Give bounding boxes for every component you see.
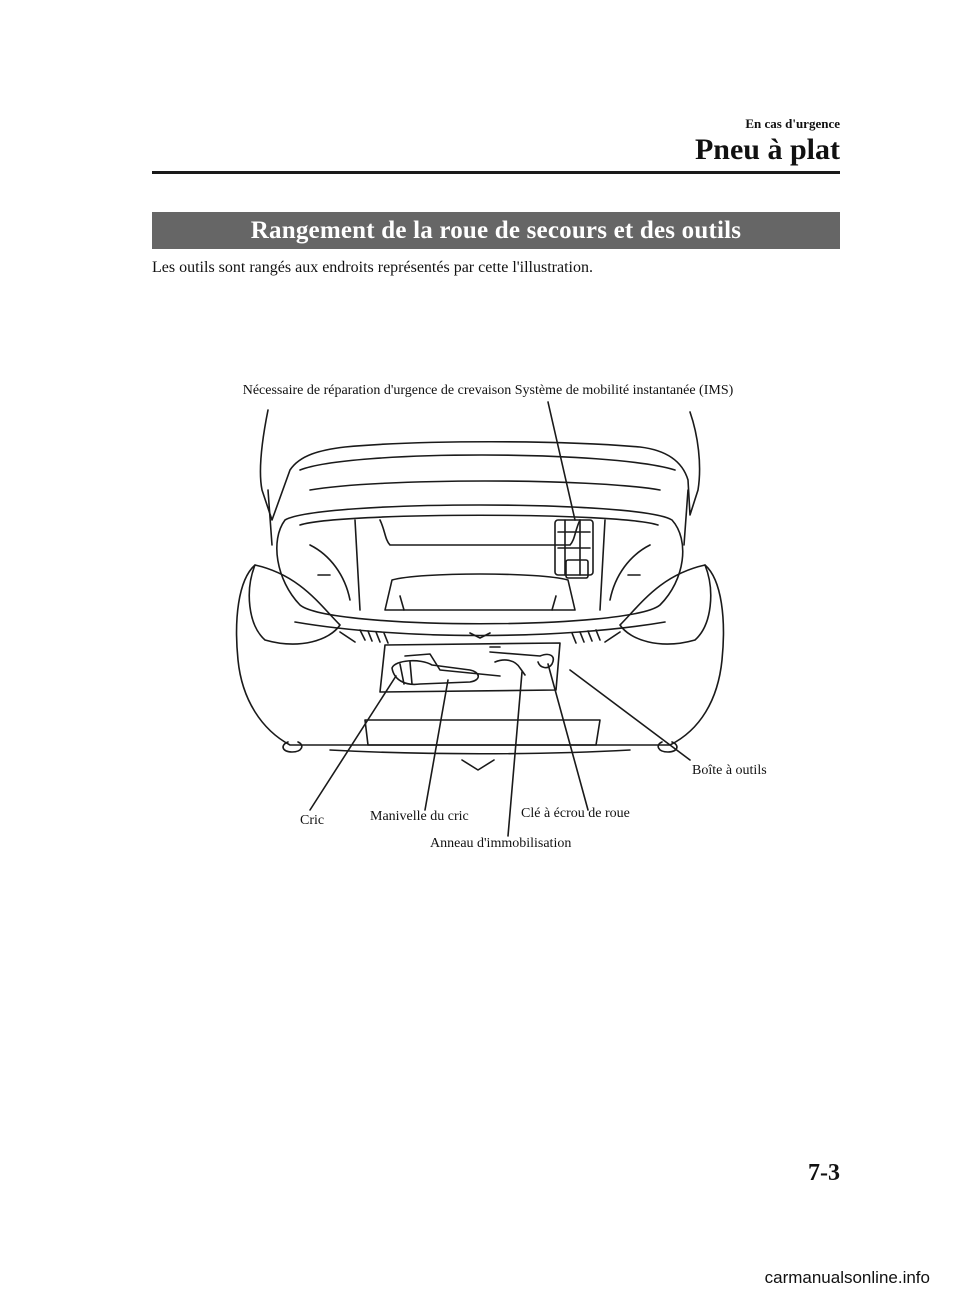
rear-body xyxy=(237,565,724,745)
tool-tray xyxy=(380,643,560,692)
section-banner: Rangement de la roue de secours et des outils xyxy=(152,212,840,249)
tow-hook xyxy=(495,660,525,675)
leader-ims xyxy=(548,402,575,520)
tail-light-left xyxy=(249,565,340,644)
leader-tool-box xyxy=(570,670,690,760)
watermark-text: carmanualsonline.info xyxy=(764,1268,930,1287)
trunk-opening xyxy=(277,505,683,624)
leader-lug-wrench xyxy=(548,664,588,810)
label-lug-wrench: Clé à écrou de roue xyxy=(521,806,630,821)
leader-jack xyxy=(310,676,396,810)
label-tool-box: Boîte à outils xyxy=(692,763,767,778)
trunk-lid xyxy=(260,410,699,520)
chapter-title: En cas d'urgence xyxy=(745,116,840,131)
intro-text: Les outils sont rangés aux endroits représentés par cette l'illustration. xyxy=(152,259,593,276)
label-jack: Cric xyxy=(300,813,325,828)
section-title: Pneu à plat xyxy=(694,133,840,166)
page-number: 7-3 xyxy=(808,1160,840,1186)
jack-handle xyxy=(405,654,500,676)
tail-light-right xyxy=(620,565,711,644)
label-ims-kit: Nécessaire de réparation d'urgence de crevaison Système de mobilité instantanée (IMS) xyxy=(242,383,734,398)
label-jack-handle: Manivelle du cric xyxy=(370,809,469,824)
label-tow-hook: Anneau d'immobilisation xyxy=(430,836,572,851)
